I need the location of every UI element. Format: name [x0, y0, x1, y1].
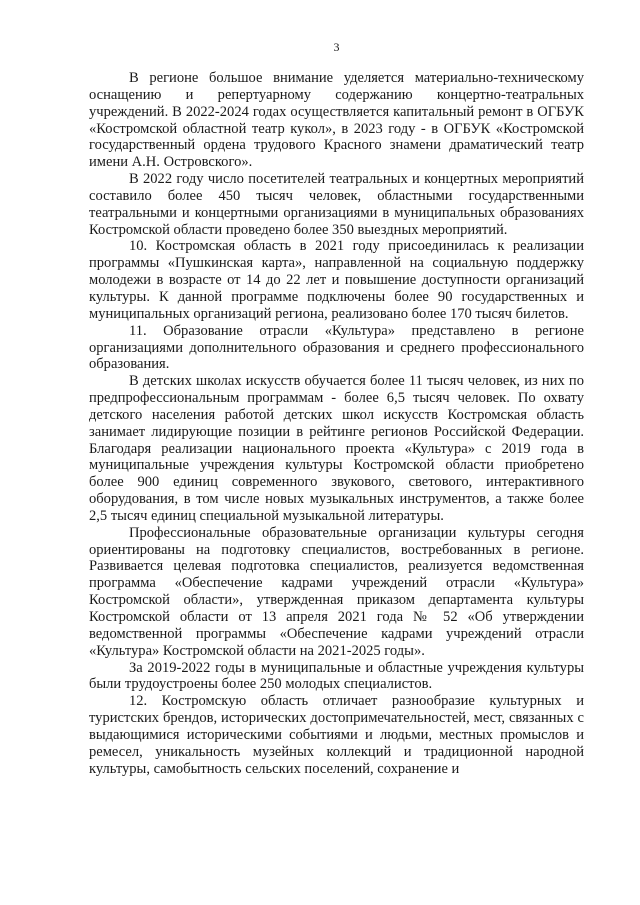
paragraph-professional-training: Профессиональные образовательные организации культуры сегодня ориентированы на подготовку специалистов, востребованных в регионе. Развивается целевая подготовка специалистов, реализуется ведомственная программа «Обеспечение кадрами учреждений отрасли «Культура» Костромской области», утвержденная приказом департамента культуры Костромской области от 13 апреля 2021 года № 52 «Об утверждении ведомственной программы «Обеспечение кадрами учреждений отрасли «Культура» Костромской области на 2021-2025 годы».: [89, 524, 584, 659]
paragraph-tourism-brands: 12. Костромскую область отличает разнообразие культурных и туристских брендов, исторических достопримечательностей, мест, связанных с выдающимися историческими событиями и людьми, местных промыслов и ремесел, уникальность музейных коллекций и традиционной народной культуры, самобытность сельских поселений, сохранение и: [89, 693, 584, 777]
paragraph-pushkin-card: 10. Костромская область в 2021 году присоединилась к реализации программы «Пушкинская карта», направленной на социальную поддержку молодежи в возрасте от 14 до 22 лет и повышение доступности организаций культуры. К данной программе подключены более 90 государственных и муниципальных организаций региона, реализовано более 170 тысяч билетов.: [89, 238, 584, 322]
paragraph-theater-investment: В регионе большое внимание уделяется материально-техническому оснащению и репертуарному содержанию концертно-театральных учреждений. В 2022-2024 годах осуществляется капитальный ремонт в ОГБУК «Костромской областной театр кукол», в 2023 году - в ОГБУК «Костромской государственный ордена трудового Красного знамени драматический театр имени А.Н. Островского».: [89, 70, 584, 171]
paragraph-art-schools: В детских школах искусств обучается более 11 тысяч человек, из них по предпрофессиональным программам - более 6,5 тысяч человек. По охвату детского населения работой детских школ искусств Костромская область занимает лидирующие позиции в рейтинге регионов Российской Федерации. Благодаря реализации национального проекта «Культура» с 2019 года в муниципальные учреждения культуры Костромской области приобретено более 900 единиц современного звукового, светового, интерактивного оборудования, в том числе новых музыкальных инструментов, а также более 2,5 тысяч единиц специальной музыкальной литературы.: [89, 373, 584, 524]
paragraph-visitors: В 2022 году число посетителей театральных и концертных мероприятий составило более 450 тысяч человек, областными государственными театральными и концертными организациями в муниципальных образованиях Костромской области проведено более 350 выездных мероприятий.: [89, 171, 584, 238]
paragraph-young-specialists: За 2019-2022 годы в муниципальные и областные учреждения культуры были трудоустроены более 250 молодых специалистов.: [89, 659, 584, 693]
paragraph-culture-education: 11. Образование отрасли «Культура» представлено в регионе организациями дополнительного образования и среднего профессионального образования.: [89, 322, 584, 373]
page-number: 3: [333, 40, 340, 54]
